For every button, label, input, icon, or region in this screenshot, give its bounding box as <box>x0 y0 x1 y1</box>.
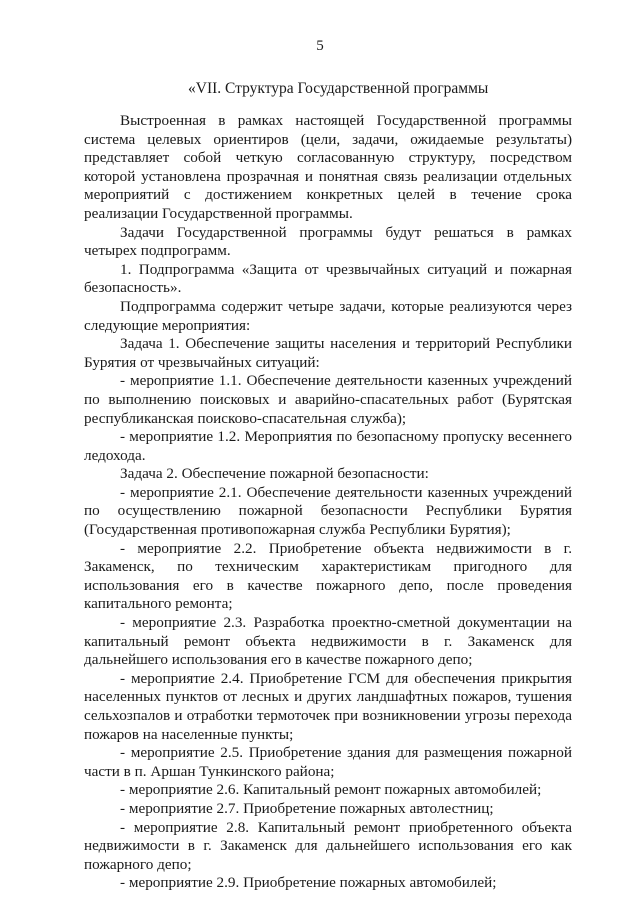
list-item-measure-2-4: - мероприятие 2.4. Приобретение ГСМ для обеспечения прикрытия населенных пунктов от лесных и других ландшафтных пожаров, тушения сельхозпалов и отработки термоточек при возникновении угрозы перехода пожаров на населенные пункты; <box>84 669 572 743</box>
list-item-measure-2-2: - мероприятие 2.2. Приобретение объекта недвижимости в г. Закаменск, по техническим характеристикам пригодного для использования его в качестве пожарного депо, после проведения капитального ремонта; <box>84 539 572 613</box>
list-item-measure-2-8: - мероприятие 2.8. Капитальный ремонт приобретенного объекта недвижимости в г. Закаменск для дальнейшего использования его как пожарного депо; <box>84 818 572 873</box>
list-item-measure-2-7: - мероприятие 2.7. Приобретение пожарных автолестниц; <box>120 799 494 817</box>
paragraph-task-2: Задача 2. Обеспечение пожарной безопасности: <box>120 465 429 483</box>
paragraph-subprogram-contents: Подпрограмма содержит четыре задачи, которые реализуются через следующие мероприятия: <box>84 297 572 334</box>
paragraph-tasks: Задачи Государственной программы будут решаться в рамках четырех подпрограмм. <box>84 223 572 260</box>
list-item-measure-2-5: - мероприятие 2.5. Приобретение здания для размещения пожарной части в п. Аршан Тункинского района; <box>84 744 572 780</box>
list-item-measure-2-9: - мероприятие 2.9. Приобретение пожарных автомобилей; <box>120 874 497 892</box>
section-title: «VII. Структура Государственной программы <box>188 80 489 97</box>
paragraph-task-1: Задача 1. Обеспечение защиты населения и территорий Республики Бурятия от чрезвычайных ситуаций: <box>84 335 572 371</box>
page-number: 5 <box>316 38 324 54</box>
list-item-measure-2-3: - мероприятие 2.3. Разработка проектно-сметной документации на капитальный ремонт объекта недвижимости в г. Закаменск для дальнейшего использования его в качестве пожарного депо; <box>84 614 572 669</box>
list-item-measure-1-1: - мероприятие 1.1. Обеспечение деятельности казенных учреждений по выполнению поисковых и аварийно-спасательных работ (Бурятская республиканская поисково-спасательная служба); <box>84 372 572 427</box>
list-item-measure-1-2: - мероприятие 1.2. Мероприятия по безопасному пропуску весеннего ледохода. <box>84 428 572 464</box>
document-body <box>84 112 572 893</box>
list-item-measure-2-1: - мероприятие 2.1. Обеспечение деятельности казенных учреждений по осуществлению пожарной безопасности Республики Бурятия (Государственная противопожарная служба Республики Бурятия); <box>84 483 572 539</box>
list-item-measure-2-6: - мероприятие 2.6. Капитальный ремонт пожарных автомобилей; <box>120 781 542 799</box>
paragraph-intro: Выстроенная в рамках настоящей Государственной программы система целевых ориентиров (цели, задачи, ожидаемые результаты) представляет собой четкую согласованную структуру, посредством которой установлена прозрачная и понятная связь реализации отдельных мероприятий с достижением конкретных целей в течение срока реализации Государственной программы. <box>84 112 572 222</box>
paragraph-subprogram-1: 1. Подпрограмма «Защита от чрезвычайных ситуаций и пожарная безопасность». <box>84 260 572 297</box>
